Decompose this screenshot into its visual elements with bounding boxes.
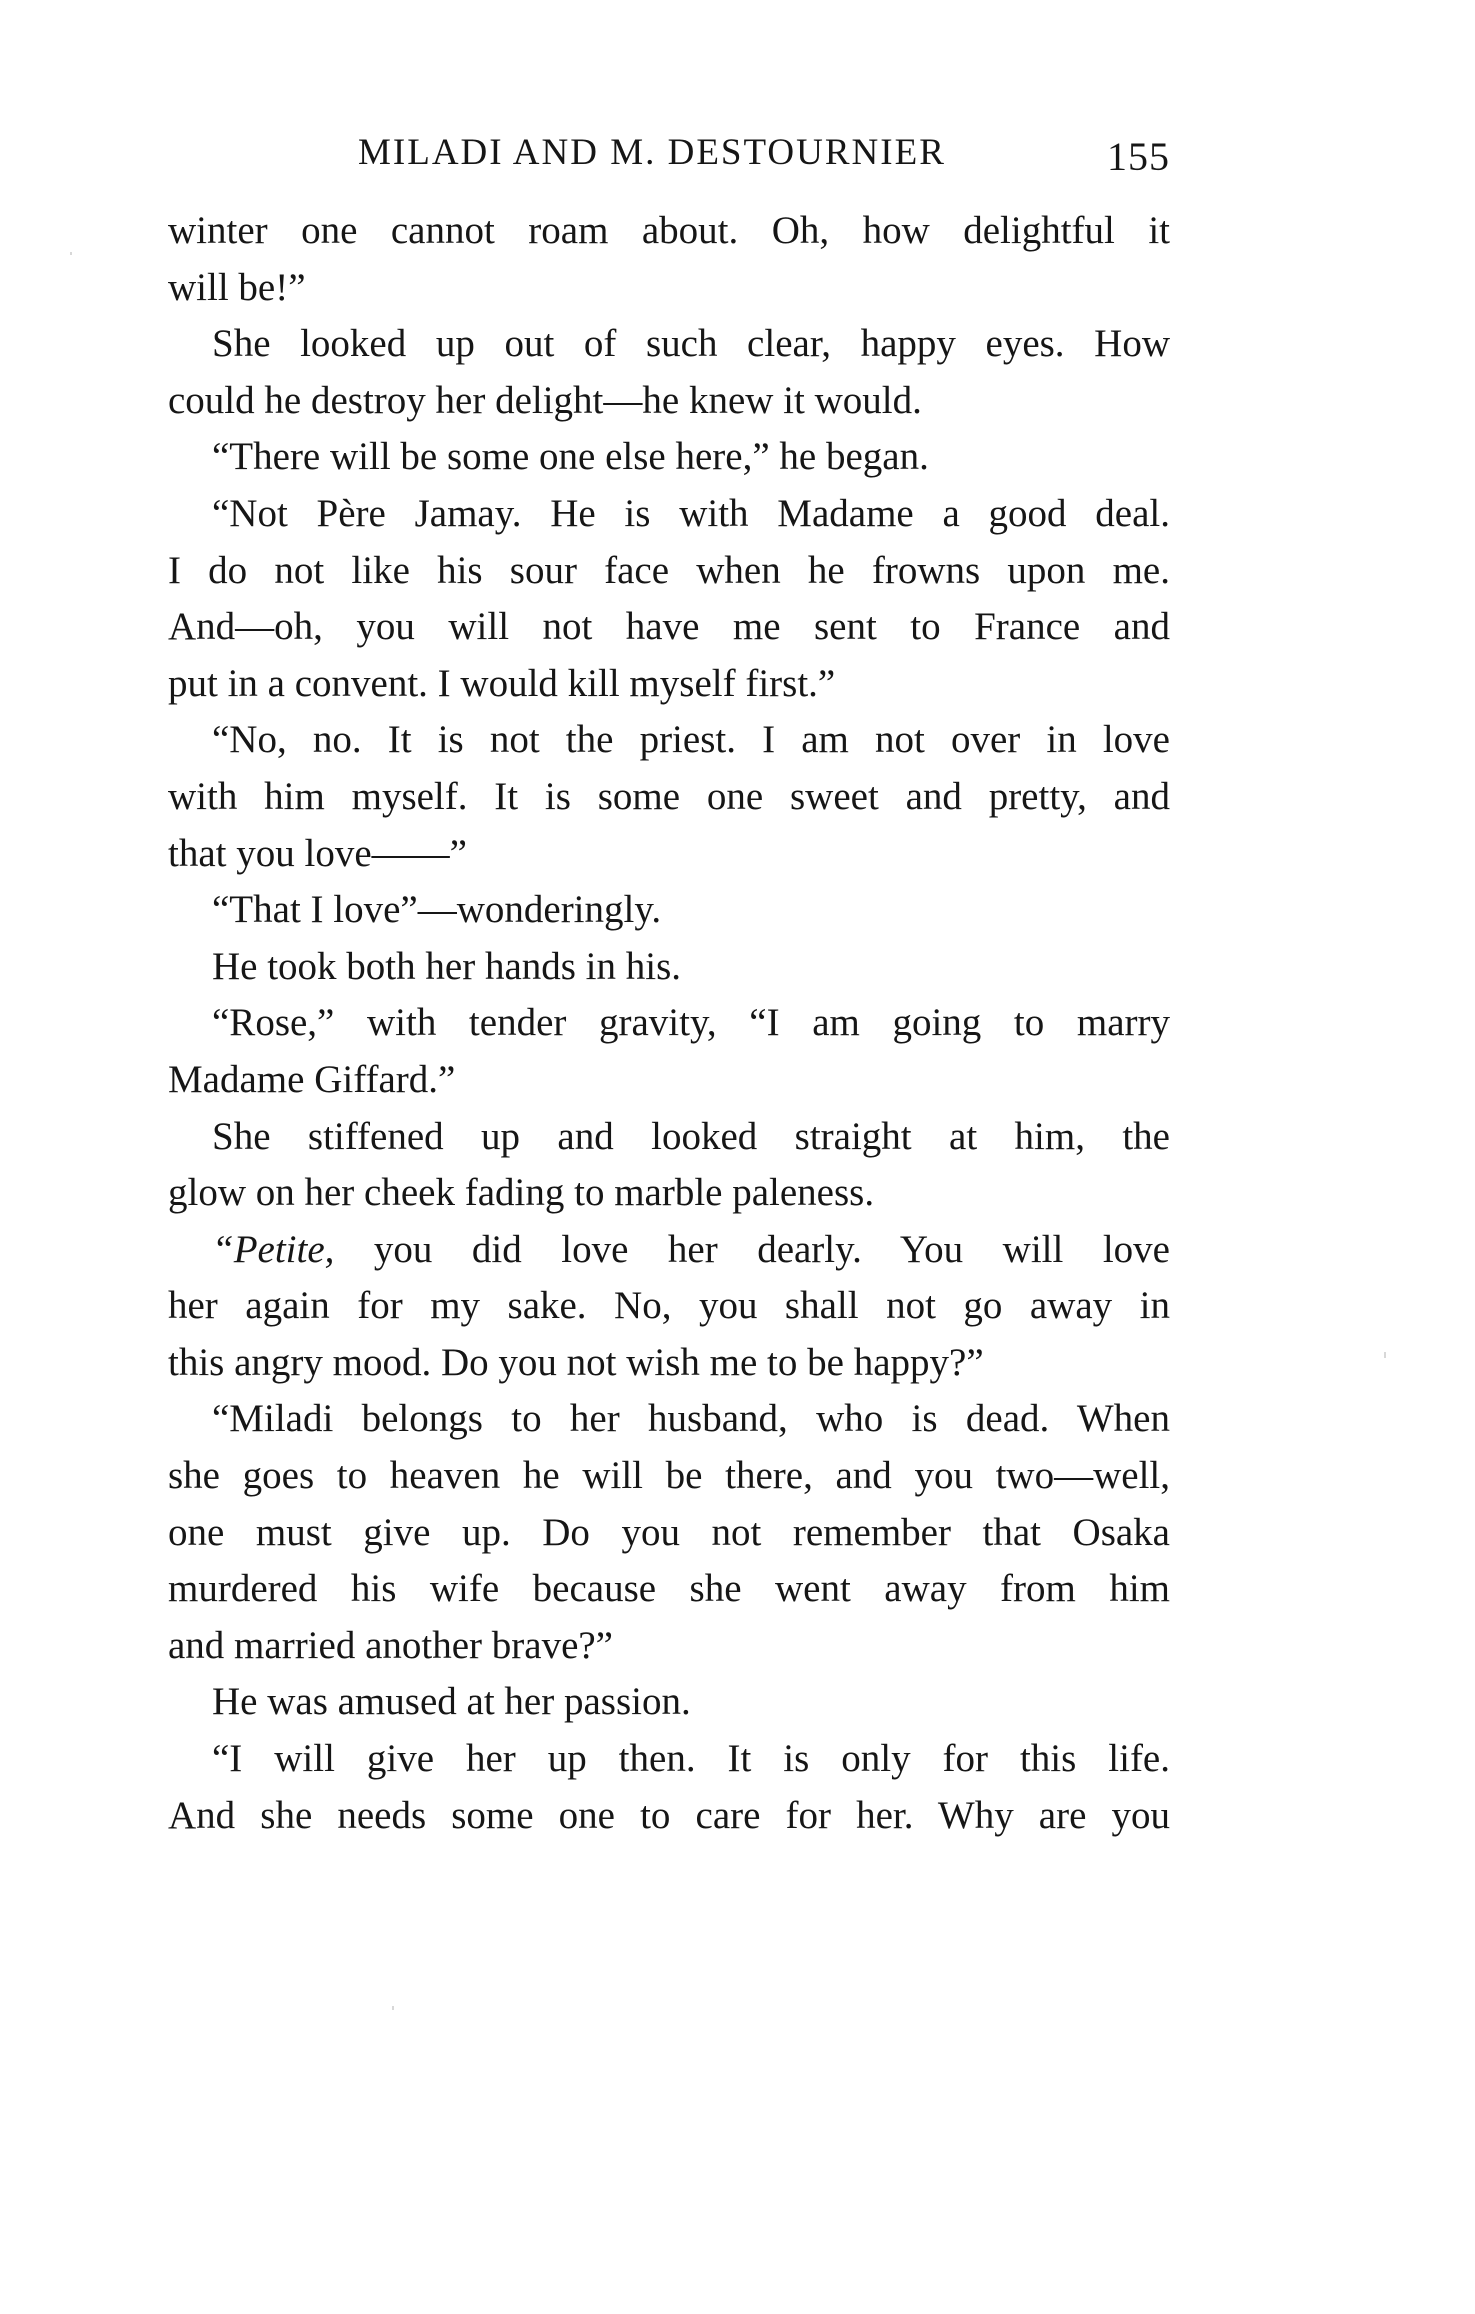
text-line: winter one cannot roam about. Oh, how delightful it	[168, 209, 1170, 252]
text-line: that you love——”	[168, 831, 467, 875]
text-line: she goes to heaven he will be there, and you two—well,	[168, 1454, 1170, 1498]
text-line: “Not Père Jamay. He is with Madame a good deal.	[212, 491, 1170, 535]
running-header	[168, 128, 1170, 178]
scan-speck	[1384, 1352, 1386, 1358]
text-line: “I will give her up then. It is only for this life.	[212, 1737, 1170, 1781]
text-line: And—oh, you will not have me sent to France and	[168, 605, 1170, 649]
text-line: She looked up out of such clear, happy eyes. How	[212, 322, 1170, 366]
text-line: “There will be some one else here,” he began.	[212, 435, 929, 479]
text-line: put in a convent. I would kill myself first.”	[168, 661, 836, 705]
italic-word: “Petite,	[212, 1227, 335, 1271]
text-line: “No, no. It is not the priest. I am not over in love	[212, 718, 1170, 762]
scan-speck	[70, 252, 72, 255]
body-text	[168, 203, 1170, 1844]
text-line: And she needs some one to care for her. Why are you	[168, 1793, 1170, 1837]
text-line: Madame Giffard.”	[168, 1057, 456, 1101]
text-line: He was amused at her passion.	[212, 1680, 691, 1724]
text-line: with him myself. It is some one sweet and pretty, and	[168, 774, 1170, 818]
running-title: MILADI AND M. DESTOURNIER	[358, 132, 946, 173]
text-line: “Rose,” with tender gravity, “I am going to marry	[212, 1001, 1170, 1045]
page-number: 155	[1107, 134, 1170, 179]
text-line: He took both her hands in his.	[212, 944, 682, 988]
text-line: glow on her cheek fading to marble paleness.	[168, 1171, 875, 1215]
text-line: this angry mood. Do you not wish me to be happy?”	[168, 1340, 984, 1384]
text-line: her again for my sake. No, you shall not go away in	[168, 1284, 1170, 1328]
text-line: will be!”	[168, 265, 306, 309]
text-line: “That I love”—wonderingly.	[212, 888, 662, 932]
text-line: could he destroy her delight—he knew it would.	[168, 378, 922, 422]
text-line: murdered his wife because she went away from him	[168, 1567, 1170, 1611]
text-line: one must give up. Do you not remember that Osaka	[168, 1510, 1170, 1554]
text-line: “Miladi belongs to her husband, who is dead. When	[212, 1397, 1170, 1441]
text-line	[168, 1222, 1170, 1279]
text-line-rest: you did love her dearly. You will love	[334, 1227, 1170, 1271]
text-line: She stiffened up and looked straight at him, the	[212, 1114, 1170, 1158]
text-line: I do not like his sour face when he frowns upon me.	[168, 548, 1170, 592]
scan-speck	[392, 2006, 394, 2010]
text-line: and married another brave?”	[168, 1623, 613, 1667]
